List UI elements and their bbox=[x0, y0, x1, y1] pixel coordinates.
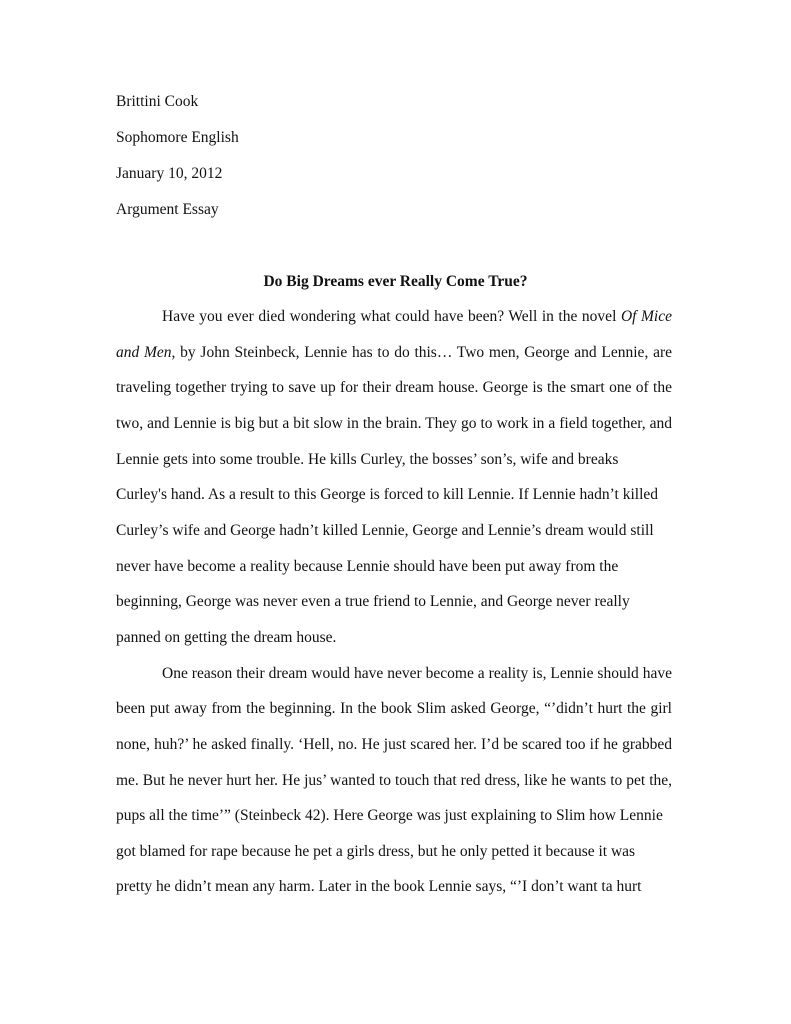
body-line bbox=[162, 307, 672, 327]
body-line bbox=[116, 628, 672, 648]
author-name: Brittini Cook bbox=[116, 93, 199, 110]
assignment-type: Argument Essay bbox=[116, 201, 219, 218]
italic-title-text: Of Mice bbox=[620, 308, 672, 325]
body-text: Lennie gets into some trouble. He kills Curley, the bosses’ son’s, wife and breaks bbox=[116, 451, 619, 468]
body-text: never have become a reality because Lennie should have been put away from the bbox=[116, 558, 619, 575]
essay-title: Do Big Dreams ever Really Come True? bbox=[263, 273, 528, 290]
body-line bbox=[116, 414, 672, 434]
body-text: Curley’s wife and George hadn’t killed Lennie, George and Lennie’s dream would still bbox=[116, 522, 654, 539]
body-text: pretty he didn’t mean any harm. Later in the book Lennie says, “’I don’t want ta hurt bbox=[116, 878, 642, 895]
body-line bbox=[116, 521, 672, 541]
body-text: me. But he never hurt her. He jus’ wanted to touch that red dress, like he wants to pet the, bbox=[116, 772, 672, 789]
course-name: Sophomore English bbox=[116, 129, 239, 146]
body-text: traveling together trying to save up for their dream house. George is the smart one of the bbox=[116, 379, 672, 396]
body-text: panned on getting the dream house. bbox=[116, 629, 337, 646]
body-line bbox=[116, 806, 672, 826]
body-text: One reason their dream would have never become a reality is, Lennie should have bbox=[162, 665, 672, 682]
body-line bbox=[116, 877, 672, 897]
body-text: Have you ever died wondering what could have been? Well in the novel bbox=[162, 308, 621, 325]
essay-date: January 10, 2012 bbox=[116, 165, 223, 182]
body-line bbox=[162, 664, 672, 684]
body-line bbox=[116, 557, 672, 577]
body-line bbox=[116, 485, 672, 505]
body-text: none, huh?’ he asked finally. ‘Hell, no. He just scared her. I’d be scared too if he grabbed bbox=[116, 736, 672, 753]
body-line bbox=[116, 450, 672, 470]
body-text: pups all the time’” (Steinbeck 42). Here George was just explaining to Slim how Lennie bbox=[116, 807, 663, 824]
body-text: beginning, George was never even a true friend to Lennie, and George never really bbox=[116, 593, 630, 610]
body-line bbox=[116, 735, 672, 755]
body-line bbox=[116, 378, 672, 398]
body-text: two, and Lennie is big but a bit slow in the brain. They go to work in a field together, and bbox=[116, 415, 672, 432]
body-text: got blamed for rape because he pet a girls dress, but he only petted it because it was bbox=[116, 843, 636, 860]
body-line bbox=[116, 343, 672, 363]
body-line bbox=[116, 592, 672, 612]
body-text: Curley's hand. As a result to this George is forced to kill Lennie. If Lennie hadn’t killed bbox=[116, 486, 659, 503]
body-text: been put away from the beginning. In the book Slim asked George, “’didn’t hurt the girl bbox=[116, 700, 672, 717]
body-line bbox=[116, 842, 672, 862]
italic-title-text: and Men, bbox=[116, 344, 176, 361]
body-line bbox=[116, 699, 672, 719]
body-text: by John Steinbeck, Lennie has to do this… Two men, George and Lennie, are bbox=[175, 344, 672, 361]
body-line bbox=[116, 771, 672, 791]
